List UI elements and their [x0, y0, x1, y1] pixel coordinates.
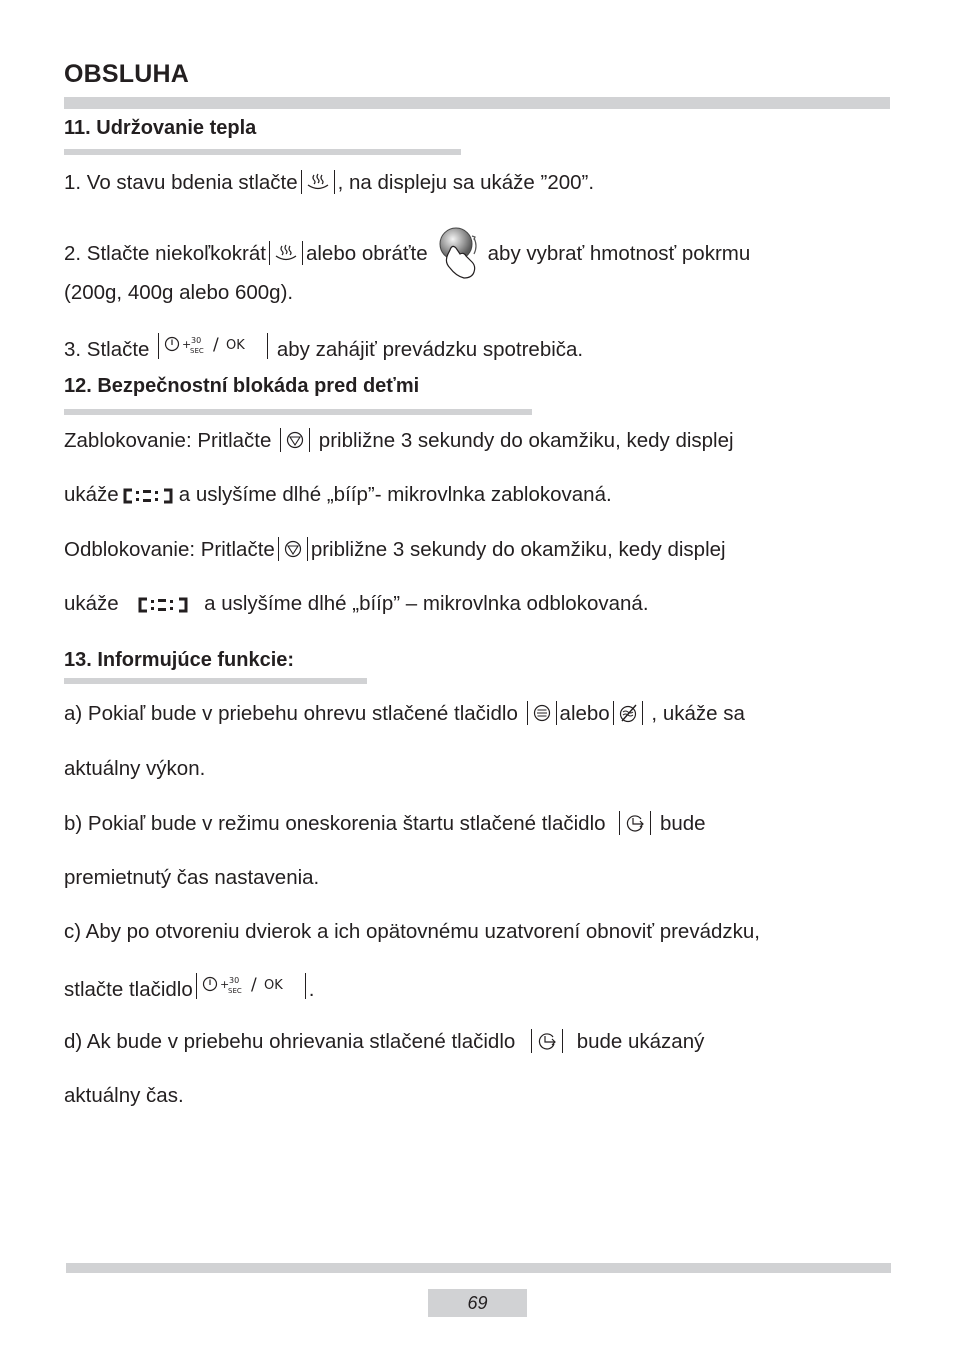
text-line: c) Aby po otvoreniu dvierok a ich opätovnému uzatvorení obnoviť prevádzku,: [64, 920, 760, 943]
section-divider-12: [64, 409, 532, 415]
start-slash: /: [250, 975, 257, 995]
child-lock-button-icon: [280, 428, 310, 452]
title-divider: [64, 97, 890, 109]
child-lock-button-icon: [278, 537, 308, 561]
display-lock-icon: [123, 486, 175, 510]
text-line: 3. Stlačte + 30 SEC / OK aby zahájiť prevádzku spotrebiča.: [64, 335, 584, 361]
section-divider-11: [64, 149, 461, 155]
start-button-icon: [196, 973, 306, 999]
clock-button-icon: [619, 811, 651, 835]
section-divider-13: [64, 678, 367, 684]
start-sec-bottom: SEC: [190, 347, 204, 355]
text-line: aktuálny výkon.: [64, 757, 206, 780]
start-plus: +: [219, 978, 229, 991]
text-line: 1. Vo stavu bdenia stlačte , na displeju sa ukáže ”200”.: [64, 171, 595, 194]
start-sec-top: 30: [228, 976, 239, 985]
start-ok: OK: [226, 338, 245, 353]
start-button-icon: [158, 333, 268, 359]
text-line: b) Pokiaľ bude v režimu oneskorenia štartu stlačené tlačidlo bude: [64, 812, 706, 835]
clock-button-icon: [531, 1029, 563, 1053]
text-line: d) Ak bude v priebehu ohrievania stlačené tlačidlo bude ukázaný: [64, 1030, 705, 1053]
keep-warm-button-icon: [269, 241, 303, 265]
keep-warm-button-icon: [301, 170, 335, 194]
text-line: 2. Stlačte niekoľkokrát alebo obráťte aby vybrať hmotnosť pokrmu: [64, 224, 750, 288]
page-number: 69: [428, 1289, 527, 1317]
text-line: a) Pokiaľ bude v priebehu ohrevu stlačené tlačidlo alebo , ukáže sa: [64, 702, 745, 725]
start-plus: +: [182, 338, 192, 351]
text-line: (200g, 400g alebo 600g).: [64, 281, 294, 304]
start-sec-bottom: SEC: [227, 987, 242, 995]
start-sec-top: 30: [191, 336, 202, 345]
microwave-power-button-icon: [527, 701, 557, 725]
text-line: ukáže a uslyšíme dlhé „bííp” – mikrovlnka odblokovaná.: [64, 592, 649, 619]
footer-divider: [66, 1263, 891, 1273]
text-line: aktuálny čas.: [64, 1084, 184, 1107]
page-title: OBSLUHA: [64, 60, 190, 88]
text-line: ukáže a uslyšíme dlhé „bííp”- mikrovlnka zablokovaná.: [64, 483, 612, 510]
start-slash: /: [213, 335, 219, 355]
text-line: Zablokovanie: Pritlačte približne 3 sekundy do okamžiku, kedy displej: [64, 429, 734, 452]
section-heading-11: 11. Udržovanie tepla: [64, 117, 257, 139]
start-ok: OK: [263, 978, 283, 993]
text-line: Odblokovanie: Pritlačte približne 3 sekundy do okamžiku, kedy displej: [64, 538, 726, 561]
display-unlock-icon: [138, 595, 190, 619]
grill-button-icon: [613, 701, 643, 725]
text-line: premietnutý čas nastavenia.: [64, 866, 320, 889]
rotary-knob-icon: [434, 224, 482, 288]
text-line: stlačte tlačidlo + 30 SEC / OK .: [64, 975, 315, 1001]
section-heading-13: 13. Informujúce funkcie:: [64, 649, 295, 671]
section-heading-12: 12. Bezpečnostní blokáda pred deťmi: [64, 375, 420, 397]
